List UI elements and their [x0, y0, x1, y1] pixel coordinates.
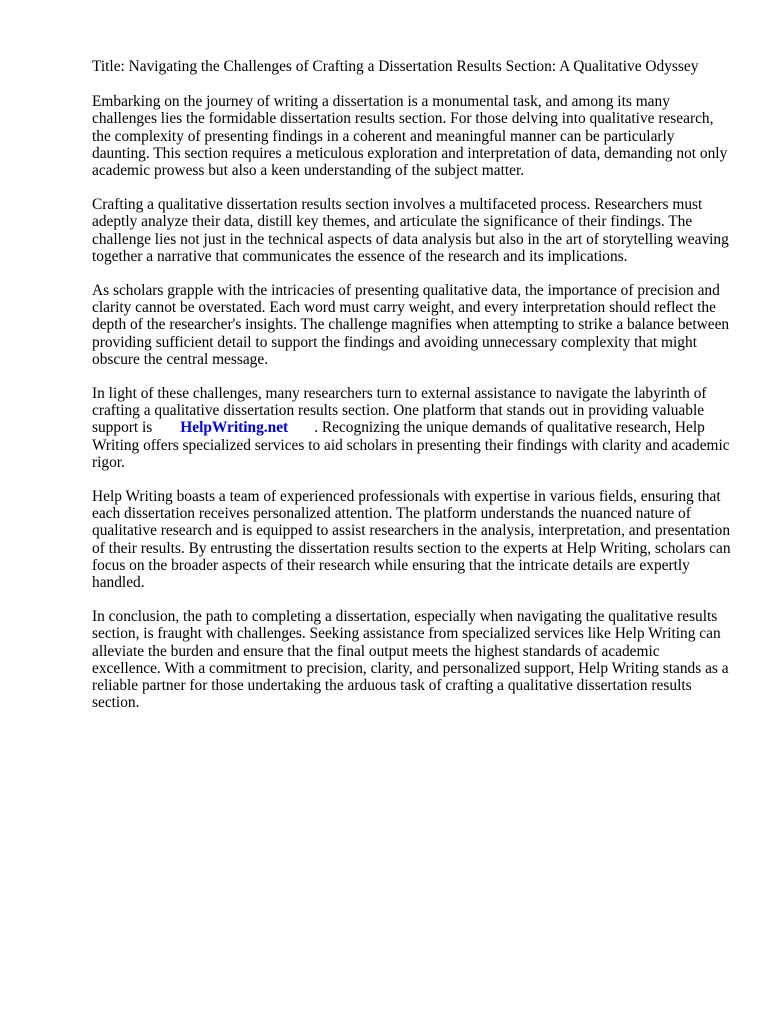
document-title: Title: Navigating the Challenges of Crafting a Dissertation Results Section: A Qualitative Odyssey [92, 58, 699, 75]
document-page [92, 58, 732, 729]
paragraph-team: Help Writing boasts a team of experienced professionals with expertise in various fields, ensuring that each dissertation receives personalized attention. The platform understands the nuanced nature of qualitative research and is equipped to assist researchers in the analysis, interpretation, and presentation of their results. By entrusting the dissertation results section to the experts at Help Writing, scholars can focus on the broader aspects of their research while ensuring that the intricate details are expertly handled. [92, 488, 731, 592]
assistance-text-before: In light of these challenges, many researchers turn to external assistance to navigate the labyrinth of crafting a qualitative dissertation results section. One platform that stands out in providing valuable support is [92, 385, 707, 437]
paragraph-precision: As scholars grapple with the intricacies of presenting qualitative data, the importance of precision and clarity cannot be overstated. Each word must carry weight, and every interpretation should reflect the depth of the researcher's insights. The challenge magnifies when attempting to strike a balance between providing sufficient detail to support the findings and avoiding unnecessary complexity that might obscure the central message. [92, 282, 730, 368]
helpwriting-link[interactable]: HelpWriting.net [180, 419, 289, 437]
assistance-text-after: . Recognizing the unique demands of qualitative research, Help Writing offers specialized services to aid scholars in presenting their findings with clarity and academic rigor. [92, 419, 730, 471]
paragraph-intro: Embarking on the journey of writing a dissertation is a monumental task, and among its many challenges lies the formidable dissertation results section. For those delving into qualitative research, the complexity of presenting findings in a coherent and meaningful manner can be particularly daunting. This section requires a meticulous exploration and interpretation of data, demanding not only academic prowess but also a keen understanding of the subject matter. [92, 93, 728, 180]
paragraph-conclusion: In conclusion, the path to completing a dissertation, especially when navigating the qualitative results section, is fraught with challenges. Seeking assistance from specialized services like Help Writing can alleviate the burden and ensure that the final output meets the highest standards of academic excellence. With a commitment to precision, clarity, and personalized support, Help Writing stands as a reliable partner for those undertaking the arduous task of crafting a qualitative dissertation results section. [92, 608, 729, 712]
paragraph-assistance [92, 385, 732, 471]
paragraph-process: Crafting a qualitative dissertation results section involves a multifaceted process. Researchers must adeptly analyze their data, distill key themes, and articulate the significance of their findings. The challenge lies not just in the technical aspects of data analysis but also in the art of storytelling weaving together a narrative that communicates the essence of the research and its implications. [92, 196, 729, 265]
